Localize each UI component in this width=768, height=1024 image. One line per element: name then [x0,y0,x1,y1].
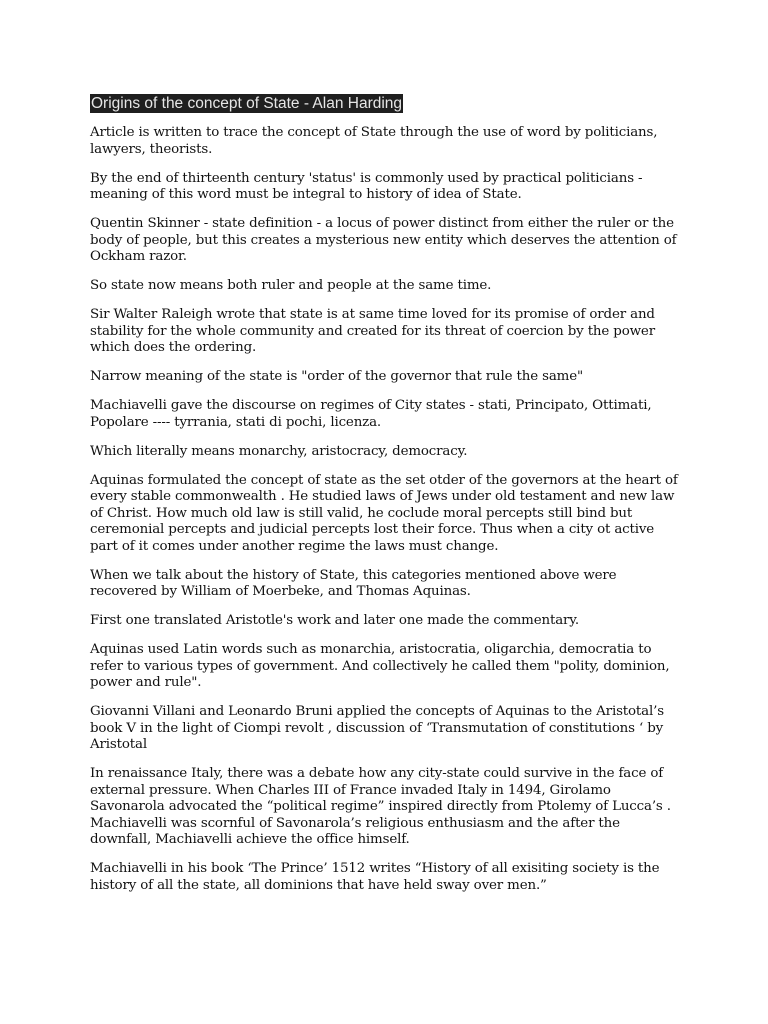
paragraph: Article is written to trace the concept of State through the use of word by politicians, lawyers, theorists. [90,125,658,157]
paragraph: When we talk about the history of State, this categories mentioned above were recovered by William of Moerbeke, and Thomas Aquinas. [90,567,617,599]
paragraph: Giovanni Villani and Leonardo Bruni applied the concepts of Aquinas to the Aristotal’s book V in the light of Ciompi revolt , discussion of ‘Transmutation of constitutions ‘ by Aristotal [90,704,664,752]
paragraph: Sir Walter Raleigh wrote that state is at same time loved for its promise of order and stability for the whole community and created for its threat of coercion by the power which does the ordering. [90,307,655,355]
document-body [90,94,680,907]
paragraph: Which literally means monarchy, aristocracy, democracy. [90,443,468,459]
paragraph: By the end of thirteenth century 'status' is commonly used by practical politicians - meaning of this word must be integral to history of idea of State. [90,170,643,202]
paragraph: First one translated Aristotle's work and later one made the commentary. [90,613,580,628]
paragraph: Machiavelli gave the discourse on regimes of City states - stati, Principato, Ottimati, Popolare ---- tyrrania, stati di pochi, licenza. [90,398,652,430]
paragraph: Narrow meaning of the state is "order of the governor that rule the same" [90,369,584,384]
paragraph: Machiavelli in his book ‘The Prince’ 1512 writes “History of all exisiting society is the history of all the state, all dominions that have held sway over men.” [90,861,660,893]
paragraph: In renaissance Italy, there was a debate how any city-state could survive in the face of external pressure. When Charles III of France invaded Italy in 1494, Girolamo Savonarola advocated the “political regime” inspired directly from Ptolemy of Lucca’s . Machiavelli was scornful of Savonarola’s religious enthusiasm and the after the downfall, Machiavelli achieve the office himself. [90,766,671,847]
paragraph: So state now means both ruler and people at the same time. [90,278,492,293]
document-title: Origins of the concept of State - Alan Harding [91,95,403,112]
paragraph: Aquinas formulated the concept of state as the set otder of the governors at the heart of every stable commonwealth . He studied laws of Jews under old testament and new law of Christ. How much old law is still valid, he coclude moral percepts still bind but ceremonial percepts and judicial percepts lost their force. Thus when a city ot active part of it comes under another regime the laws must change. [90,472,678,554]
paragraph: Quentin Skinner - state definition - a locus of power distinct from either the ruler or the body of people, but this creates a mysterious new entity which deserves the attention of Ockham razor. [90,216,677,264]
paragraph: Aquinas used Latin words such as monarchia, aristocratia, oligarchia, democratia to refer to various types of government. And collectively he called them "polity, dominion, power and rule". [90,642,670,690]
